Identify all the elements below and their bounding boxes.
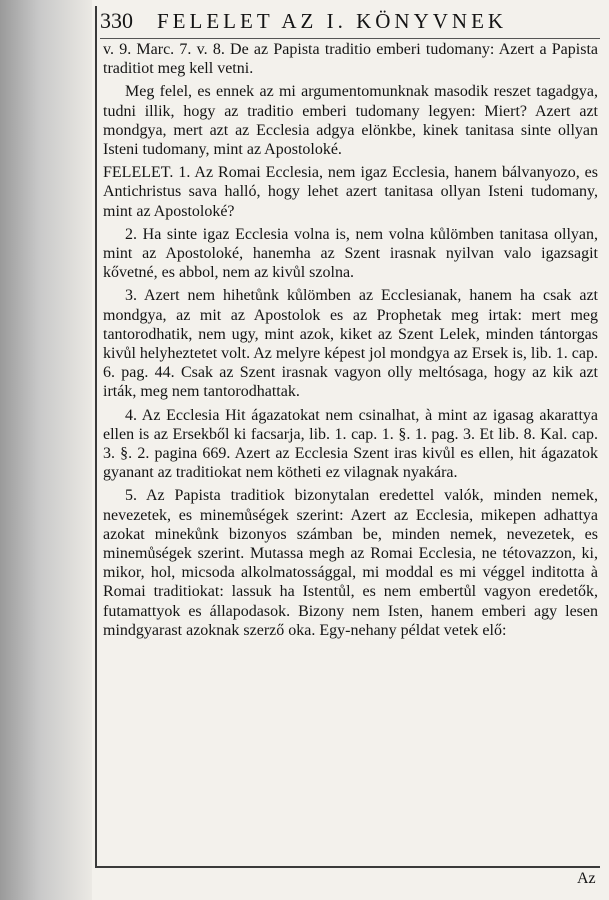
paragraph-felelet-1: FELELET. 1. Az Romai Ecclesia, nem igaz Ecclesia, hanem bálvanyozo, es Antichristus sava halló, hogy lehet azert tanitasa ollyan Isteni tudomany, mint az Apostoloké? (103, 164, 598, 220)
paragraph-felelet-3: 3. Azert nem hihetůnk kůlömben az Ecclesianak, hanem ha csak azt mondgya, az mit az Apostolok es az Prophetak meg irtak: mert meg tantorodhatik, nem ugy, mint azok, kiket az Szent Lelek, minden tántorgas kivůl helyheztetet volt. Az melyre képest jol mondgya az Ersek is, lib. 1. cap. 6. pag. 44. Csak az Szent irasnak vagyon olly meltósaga, hogy az kik azt irták, meg nem tantorodhattak. (103, 287, 598, 401)
frame-rule-bottom (95, 866, 600, 868)
catchword: Az (577, 870, 596, 887)
paragraph-felelet-5: 5. Az Papista traditiok bizonytalan eredettel valók, minden nemek, nevezetek, es minemůségek szerint: Azert az Ecclesia, mikepen adhattya azokat minekůnk bizonyos számban be, minden nemek, nevezetek, es minemůségek szerint. Mutassa megh az Romai Ecclesia, ne tétovazzon, ki, mikor, hol, micsoda alkolmatossággal, mi moddal es mi véggel inditotta à Romai traditiokat: lassuk ha Istentůl, es nem embertůl vagyon eredetők, futamattyok es állapodasok. Bizony nem Isten, hanem emberi agy lesen mindgyarast azoknak szerző oka. Egy-nehany példat vetek elő: (103, 487, 598, 639)
paragraph-objection: Meg felel, es ennek az mi argumentomunknak masodik reszet tagadgya, tudni illik, hogy az traditio emberi tudomany legyen: Miert? Azert azt mondgya, mert azt az Ecclesia adgya elönkbe, kinek tanitasa sinte ollyan Isteni tudomany, mint az Apostoloké. (103, 83, 598, 159)
paragraph-felelet-2: 2. Ha sinte igaz Ecclesia volna is, nem volna kůlömben tanitasa ollyan, mint az Apostoloké, hanemha az Szent irasnak nyilvan valo igazsagit kővetné, es abbol, nem az kivůl szolna. (103, 225, 598, 282)
frame-rule-left (95, 6, 97, 866)
header-rule (100, 38, 600, 39)
running-title: FELELET AZ I. KÖNYVNEK (157, 8, 508, 33)
page-number: 330 (100, 8, 133, 33)
paragraph-felelet-4: 4. Az Ecclesia Hit ágazatokat nem csinalhat, à mint az igasag akarattya ellen is az Ersekből ki facsarja, lib. 1. cap. 1. §. 1. pag. 3. Et lib. 8. Kal. cap. 3. §. 2. pagina 669. Azert az Ecclesia Szent iras kivůl es ellen, hit ágazatok gyanant az traditiokat nem kötheti ez vilagnak nyakára. (103, 406, 598, 482)
page-gutter-shadow (0, 0, 92, 900)
page-header (100, 4, 600, 38)
paragraph-reference: v. 9. Marc. 7. v. 8. De az Papista traditio emberi tudomany: Azert a Papista traditiot meg kell vetni. (103, 41, 598, 78)
text-body (103, 40, 598, 858)
